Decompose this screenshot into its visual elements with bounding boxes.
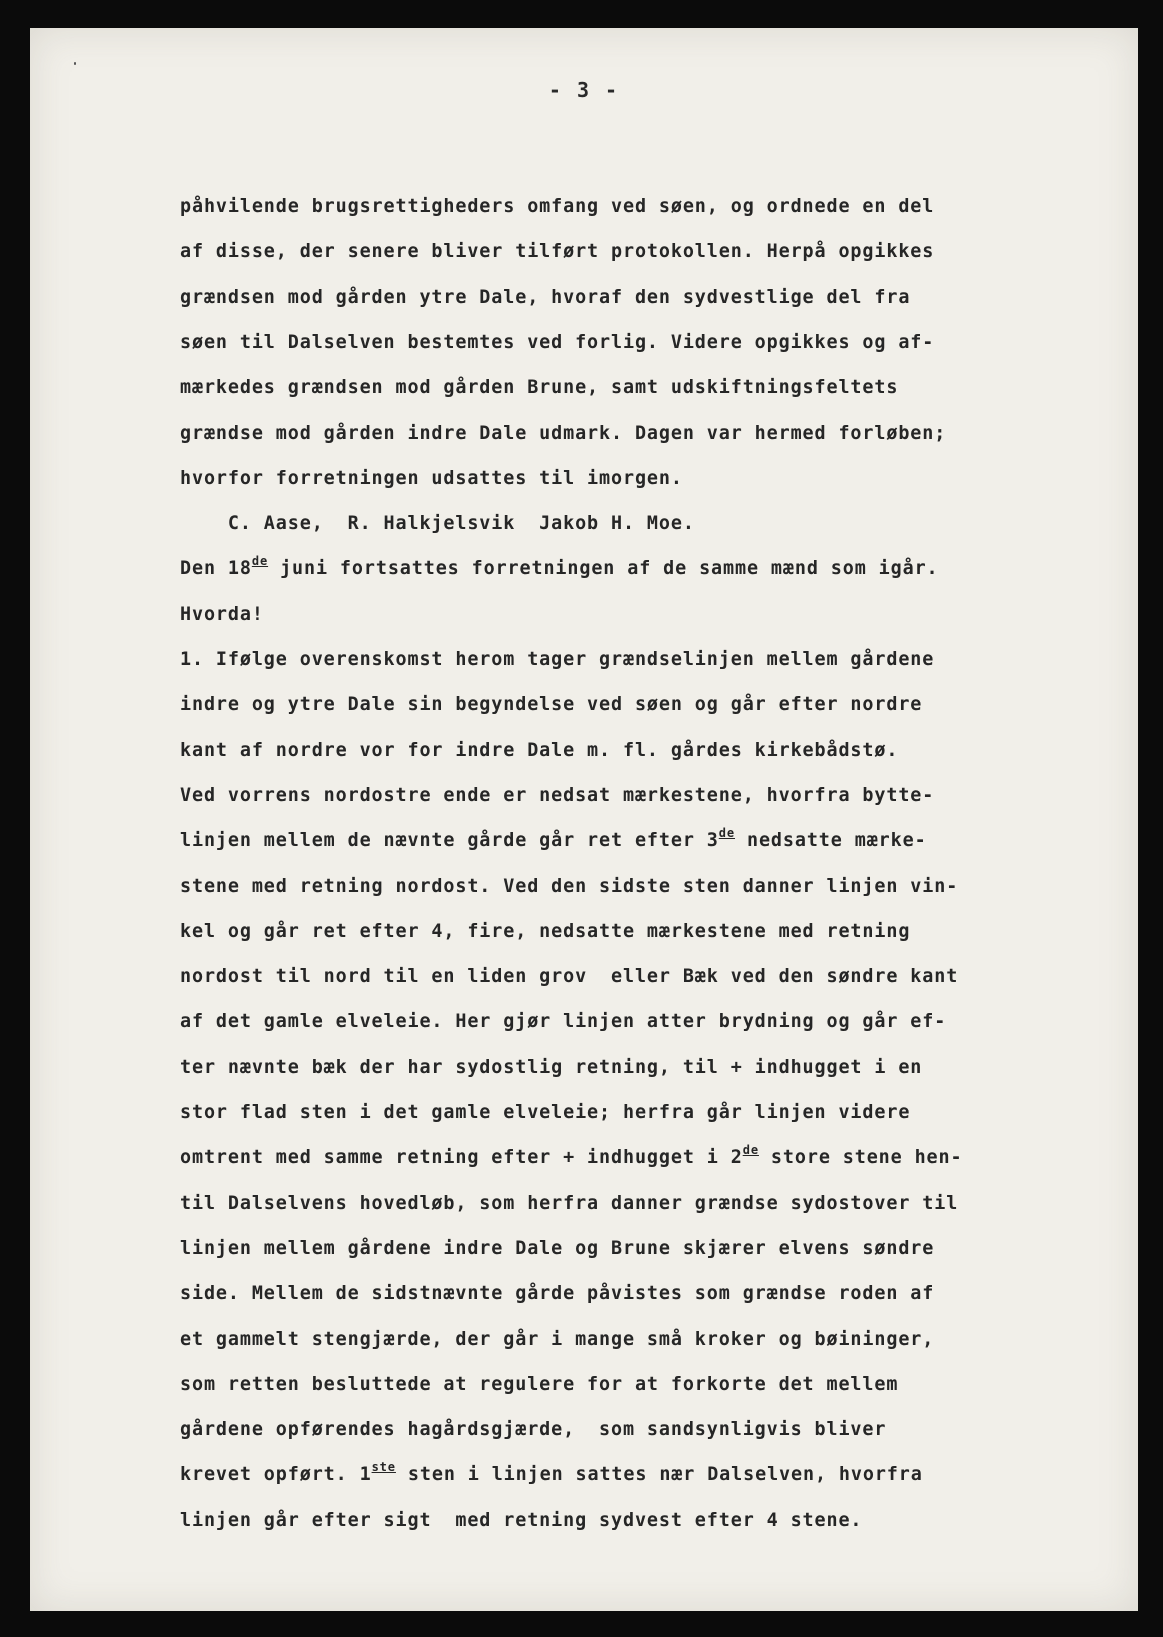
text-line	[180, 1011, 946, 1032]
text-line	[180, 921, 910, 942]
text-segment: juni fortsattes forretningen af de samme mænd som igår.	[268, 558, 939, 580]
ordinal-superscript: de	[742, 1143, 759, 1158]
text-line	[180, 604, 264, 625]
text-line	[180, 1102, 910, 1123]
page-number: - 3 -	[548, 78, 620, 102]
text-line	[180, 966, 958, 987]
text-segment: påhvilende brugsrettigheders omfang ved søen, og ordnede en del	[180, 196, 935, 217]
text-line	[180, 694, 922, 715]
paper-speck	[74, 62, 76, 65]
text-segment: hvorfor forretningen udsattes til imorgen.	[180, 467, 683, 489]
text-line	[180, 468, 683, 489]
text-segment: omtrent med samme retning efter + indhugget i 2	[180, 1147, 743, 1169]
text-line	[180, 241, 934, 262]
ordinal-superscript: de	[718, 826, 735, 841]
text-segment: linjen mellem gårdene indre Dale og Brune skjærer elvens søndre	[180, 1237, 935, 1259]
text-segment: nedsatte mærke-	[735, 830, 927, 852]
text-segment: mærkedes grændsen mod gården Brune, samt udskiftningsfeltets	[180, 377, 899, 399]
text-segment: 1. Ifølge overenskomst herom tager grændselinjen mellem gårdene	[180, 649, 935, 670]
text-line	[180, 554, 939, 580]
text-segment: side. Mellem de sidstnævnte gårde påvistes som grændse roden af	[180, 1283, 935, 1305]
text-line	[180, 1460, 923, 1486]
text-line	[180, 513, 695, 534]
ordinal-superscript: de	[251, 554, 269, 569]
text-line	[180, 196, 934, 217]
text-segment: kel og går ret efter 4, fire, nedsatte mærkestene med retning	[180, 920, 911, 942]
text-segment: stene med retning nordost. Ved den sidste sten danner linjen vin-	[180, 875, 959, 897]
text-segment: Den 18	[180, 558, 252, 580]
text-segment: sten i linjen sattes nær Dalselven, hvorfra	[395, 1464, 923, 1486]
text-segment: Ved vorrens nordostre ende er nedsat mærkestene, hvorfra bytte-	[180, 784, 935, 806]
text-line	[180, 649, 934, 670]
text-line	[180, 1510, 862, 1531]
text-line	[180, 1193, 958, 1214]
text-line	[180, 876, 958, 897]
text-segment: linjen mellem de nævnte gårde går ret efter 3	[180, 830, 719, 852]
text-segment: ter nævnte bæk der har sydostlig retning, til + indhugget i en	[180, 1056, 923, 1078]
text-line	[180, 1238, 934, 1259]
text-line	[180, 332, 934, 353]
text-line	[180, 1143, 963, 1169]
text-segment: C. Aase, R. Halkjelsvik Jakob H. Moe.	[180, 513, 695, 535]
text-segment: grændse mod gården indre Dale udmark. Dagen var hermed forløben;	[180, 422, 947, 444]
text-segment: Hvorda!	[180, 603, 264, 625]
document-page	[30, 28, 1138, 1611]
text-segment: stor flad sten i det gamle elveleie; herfra går linjen videre	[180, 1102, 911, 1123]
text-line	[180, 423, 946, 444]
text-segment: et gammelt stengjærde, der går i mange små kroker og bøininger,	[180, 1328, 935, 1350]
text-segment: krevet opført. 1	[180, 1464, 372, 1486]
text-segment: indre og ytre Dale sin begyndelse ved søen og går efter nordre	[180, 694, 923, 716]
text-line	[180, 1057, 922, 1078]
text-line	[180, 1283, 934, 1304]
text-segment: gårdene opførendes hagårdsgjærde, som sandsynligvis bliver	[180, 1419, 887, 1441]
text-line	[180, 826, 927, 852]
text-segment: af disse, der senere bliver tilført protokollen. Herpå opgikkes	[180, 241, 935, 263]
text-line	[180, 287, 910, 308]
text-segment: nordost til nord til en liden grov eller Bæk ved den søndre kant	[180, 966, 959, 988]
text-segment: linjen går efter sigt med retning sydvest efter 4 stene.	[180, 1509, 863, 1531]
text-line	[180, 1374, 898, 1395]
text-line	[180, 377, 898, 398]
text-segment: søen til Dalselven bestemtes ved forlig. Videre opgikkes og af-	[180, 331, 935, 353]
text-segment: kant af nordre vor for indre Dale m. fl. gårdes kirkebådstø.	[180, 739, 899, 761]
text-line	[180, 740, 898, 761]
text-segment: af det gamle elveleie. Her gjør linjen atter brydning og går ef-	[180, 1011, 947, 1033]
text-line	[180, 1329, 934, 1350]
ordinal-superscript: ste	[371, 1460, 396, 1475]
text-segment: som retten besluttede at regulere for at forkorte det mellem	[180, 1373, 899, 1395]
text-segment: til Dalselvens hovedløb, som herfra danner grændse sydostover til	[180, 1192, 959, 1214]
text-line	[180, 785, 934, 806]
text-segment: grændsen mod gården ytre Dale, hvoraf den sydvestlige del fra	[180, 286, 911, 308]
text-line	[180, 1419, 886, 1440]
text-segment: store stene hen-	[758, 1147, 963, 1169]
